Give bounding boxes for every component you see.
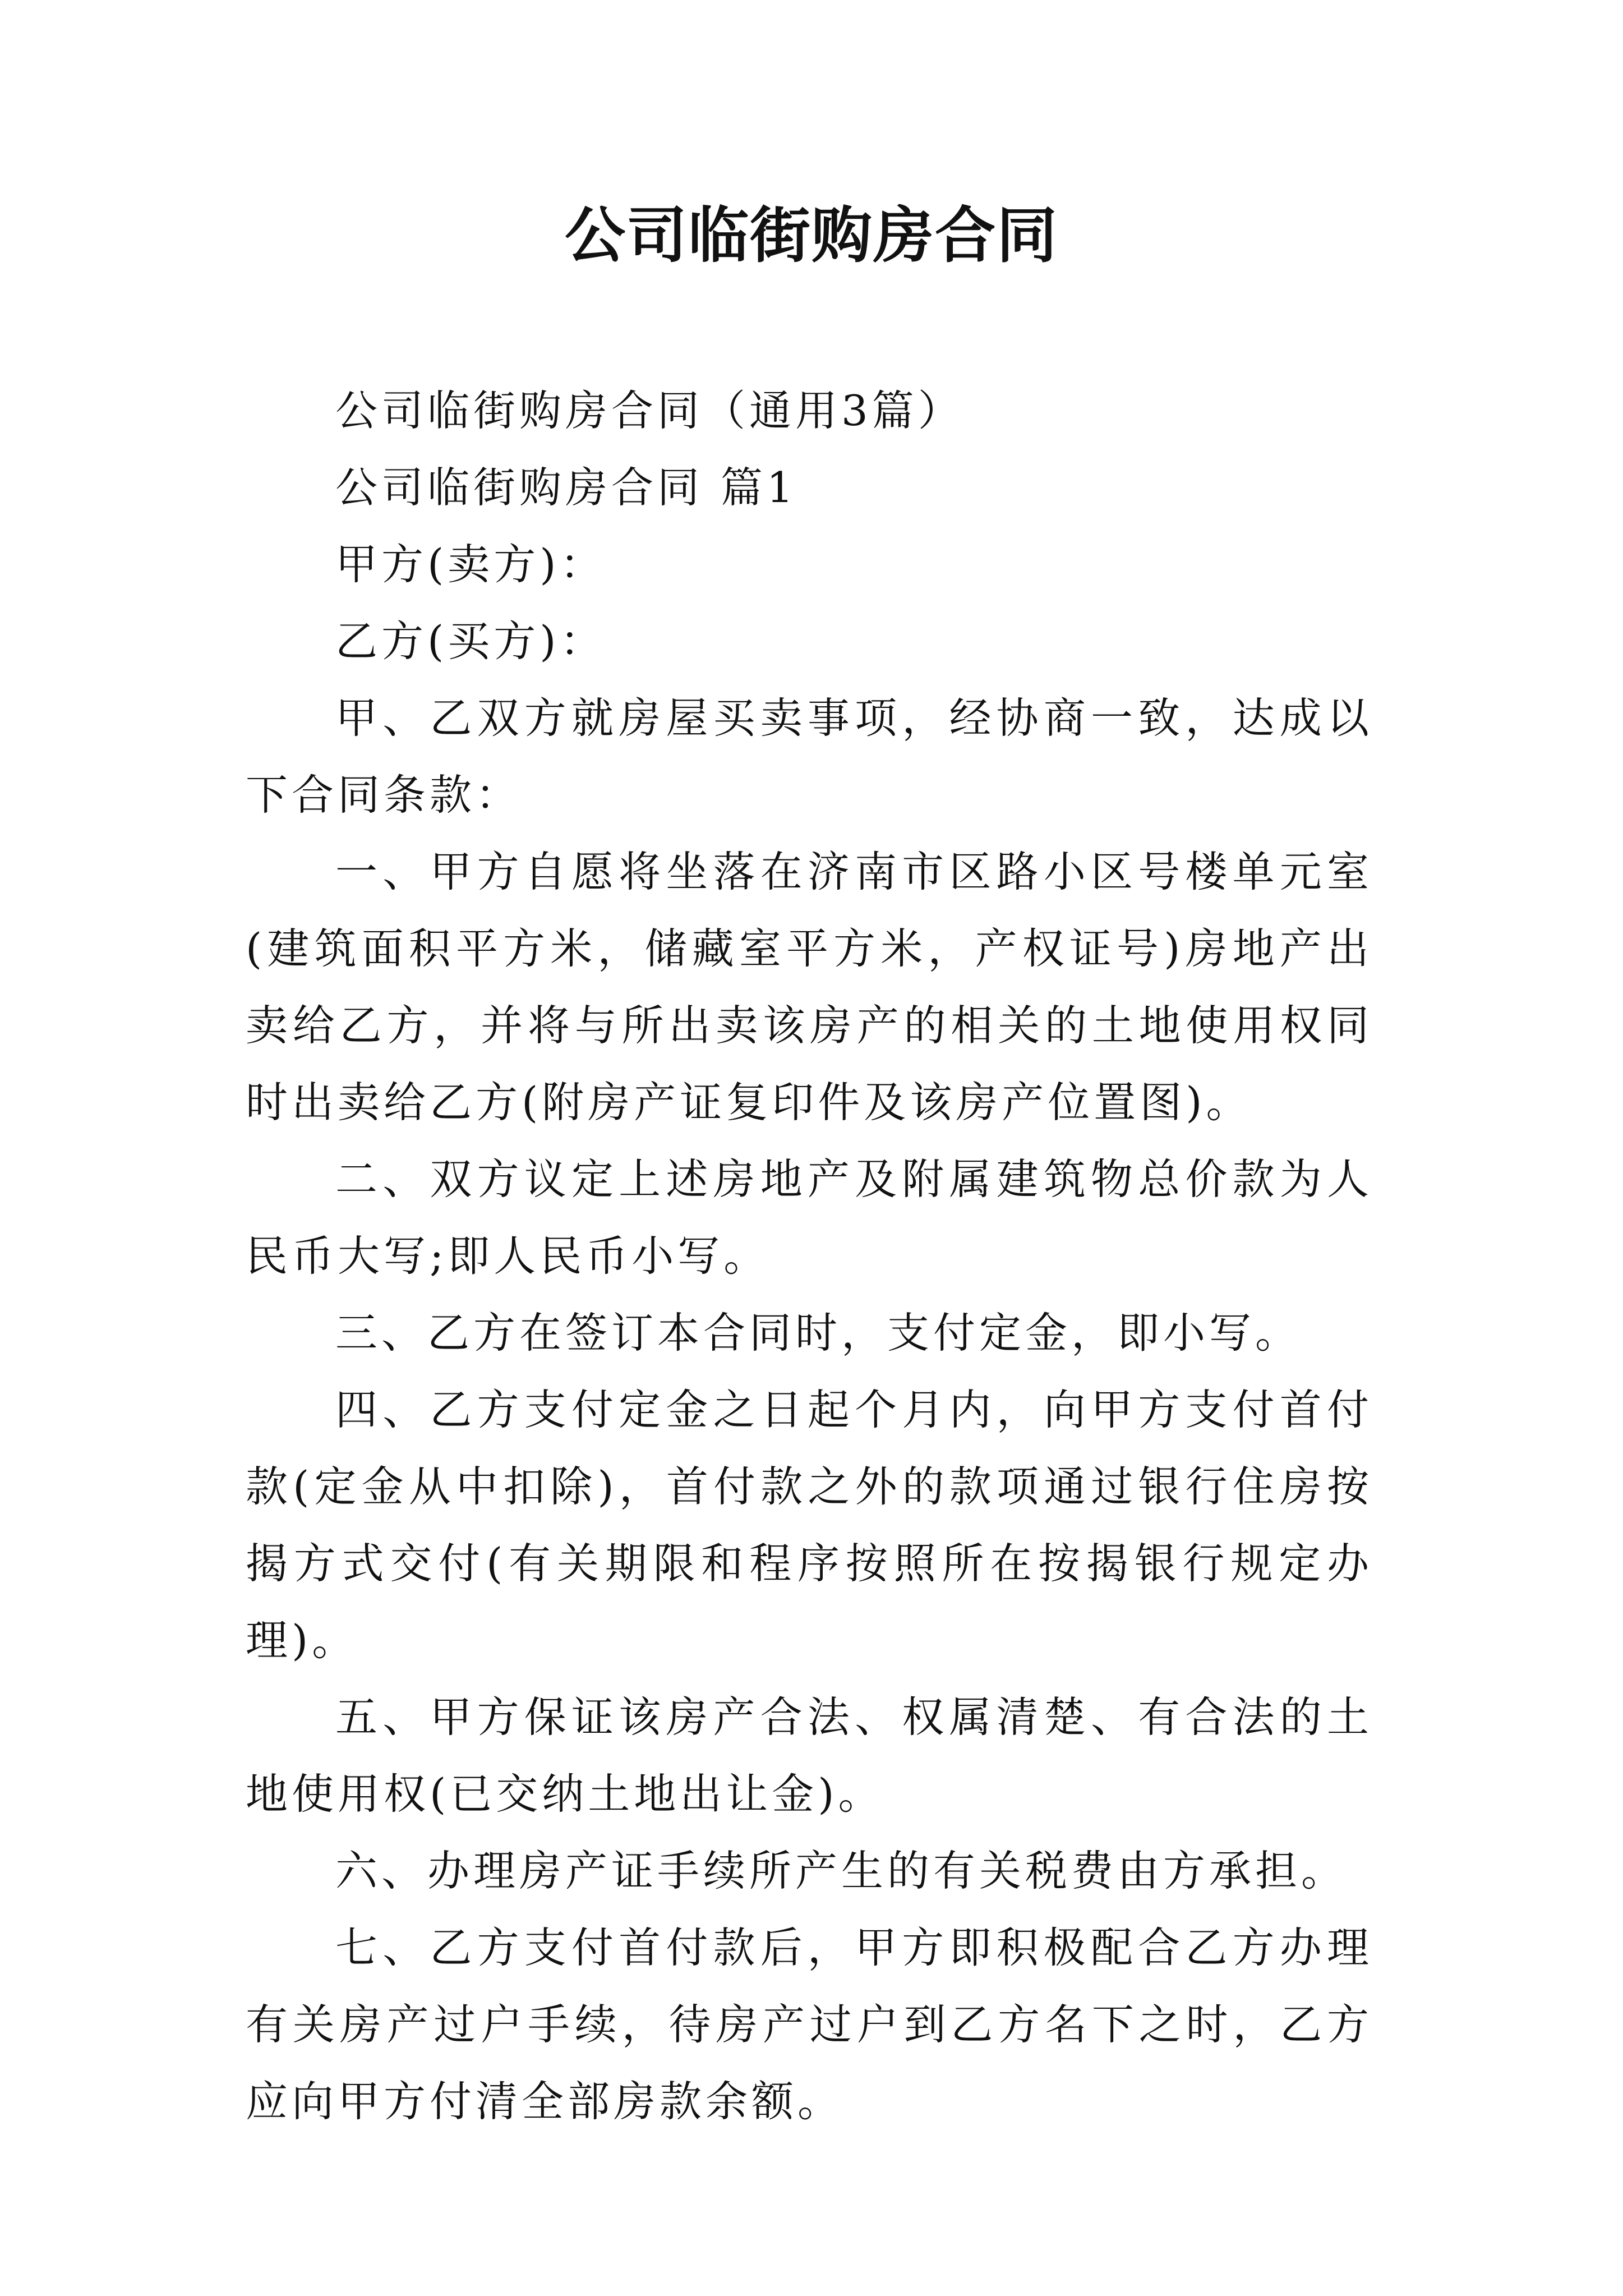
- document-body: [246, 372, 1373, 2140]
- clause-2: 二、双方议定上述房地产及附属建筑物总价款为人民币大写;即人民币小写。: [246, 1154, 1373, 1281]
- clause-1: 一、甲方自愿将坐落在济南市区路小区号楼单元室(建筑面积平方米，储藏室平方米，产权证号)房地产出卖给乙方，并将与所出卖该房产的相关的土地使用权同时出卖给乙方(附房产证复印件及该房产位置图)。: [246, 847, 1373, 1127]
- party-a-line: 甲方(卖方)：: [335, 540, 606, 589]
- clause-6: 六、办理房产证手续所产生的有关税费由方承担。: [335, 1846, 1348, 1895]
- section-heading: 公司临街购房合同 篇1: [335, 463, 797, 512]
- subtitle-paragraph: 公司临街购房合同（通用3篇）: [335, 386, 964, 435]
- clause-3: 三、乙方在签订本合同时，支付定金，即小写。: [335, 1308, 1302, 1358]
- clause-7: 七、乙方支付首付款后，甲方即积极配合乙方办理有关房产过户手续，待房产过户到乙方名下之时，乙方应向甲方付清全部房款余额。: [246, 1923, 1373, 2126]
- intro-paragraph: 甲、乙双方就房屋买卖事项，经协商一致，达成以下合同条款：: [246, 693, 1373, 820]
- party-b-line: 乙方(买方)：: [335, 616, 606, 666]
- clause-4: 四、乙方支付定金之日起个月内，向甲方支付首付款(定金从中扣除)，首付款之外的款项通过银行住房按揭方式交付(有关期限和程序按照所在按揭银行规定办理)。: [246, 1385, 1373, 1665]
- clause-5: 五、甲方保证该房产合法、权属清楚、有合法的土地使用权(已交纳土地出让金)。: [246, 1692, 1373, 1819]
- document-title: 公司临街购房合同: [564, 200, 1058, 271]
